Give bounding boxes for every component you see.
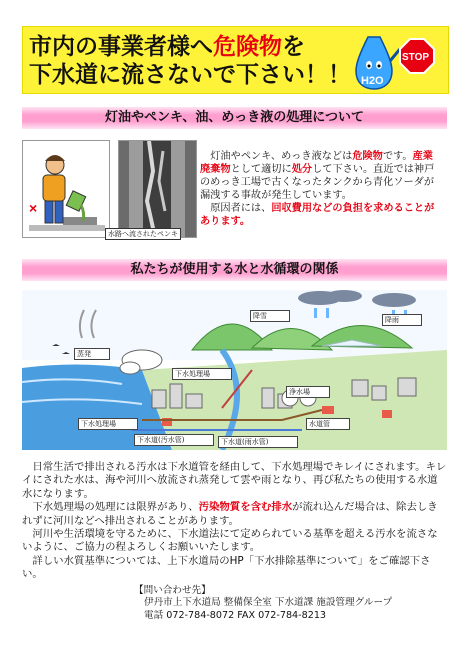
text: して下さい。直近では神戸のめっき工場で古くなったタンクから青化ソーダが漏洩する事故が発生しています。 [200,164,435,201]
label-water-plant: 浄水場 [286,386,330,398]
section2-title: 私たちが使用する水と水循環の関係 [22,259,447,281]
water-cycle-diagram [22,290,447,450]
section1-body [200,150,440,228]
contact-info [134,585,454,622]
stop-sign-text: STOP [402,52,430,63]
contact-org: 伊丹市上下水道局 整備保全室 下水道課 施設管理グループ [144,597,393,609]
label-evaporation: 蒸発 [74,348,110,360]
water-drop-mascot-icon [350,31,442,91]
header-red-text: 危険物 [213,34,282,60]
label-water-pipe: 水道管 [306,418,350,430]
text: 河川や生活環境を守るために、下水道法にて定められている基準を超える汚水を流さないように、ご協力の程よろしくお願いいたします。 [22,528,438,554]
header-text: 市内の事業者様へ [29,34,213,60]
worker-pouring-illustration [22,140,110,238]
red-text: 産業廃棄物 [200,151,433,175]
contact-phone: 電話 072-784-8072 FAX 072-784-8213 [144,609,327,621]
header-text: を [282,34,305,60]
photo-caption: 水路へ流されたペンキ [105,228,181,240]
red-text: 処分 [291,164,313,175]
text: 原因者には、 [210,203,272,214]
text: 日常生活で排出される汚水は下水道管を経由して、下水処理場でキレイにされます。キレイにされた水は、海や河川へ放流され蒸発して雲や雨となり、再び私たちの使用する水道水になります。 [22,461,447,500]
section2-paragraph-4 [22,555,447,582]
label-sewer-pipe-rain: 下水道(雨水管) [218,436,298,448]
label-rain: 降雨 [382,314,422,326]
section1-title: 灯油やペンキ、油、めっき液の処理について [22,107,447,129]
text: です。 [382,151,413,162]
contact-heading: 【問い合わせ先】 [134,585,211,596]
red-text: 回収費用などの負担を求めることがあります。 [200,203,435,227]
mascot-label: H2O [361,75,384,87]
section1-paragraph-1 [200,150,440,202]
section2-paragraph-3 [22,528,447,555]
text: が流れ込んだ場合は、除去しきれずに河川などへ排出されることがあります。 [22,501,438,527]
section2-body [22,461,447,582]
section2-paragraph-2 [22,501,447,528]
text: 灯油やペンキ、めっき液などは [210,151,353,162]
label-sewer-pipe: 下水道(汚水管) [134,434,214,446]
label-snow: 降雪 [250,310,290,322]
text: 下水処理場の処理には限界があり、 [32,501,199,514]
section1-paragraph-2 [200,202,440,228]
painted-waterway-photo [118,140,197,238]
header-line-1 [29,33,305,61]
text: として適切に [230,164,292,175]
red-text: 危険物 [352,151,383,162]
header-banner [22,26,449,94]
section2-paragraph-1 [22,461,447,501]
red-text: 汚染物質を含む排水 [198,501,293,514]
text: 詳しい水質基準については、上下水道局のHP「下水排除基準について」をご確認下さい。 [22,554,431,581]
svg-text:×: × [29,200,38,216]
label-sewage-plant-left: 下水処理場 [78,418,138,430]
header-line-2: 下水道に流さないで下さい！！ [29,62,351,88]
label-sewage-plant-top: 下水処理場 [172,368,232,380]
